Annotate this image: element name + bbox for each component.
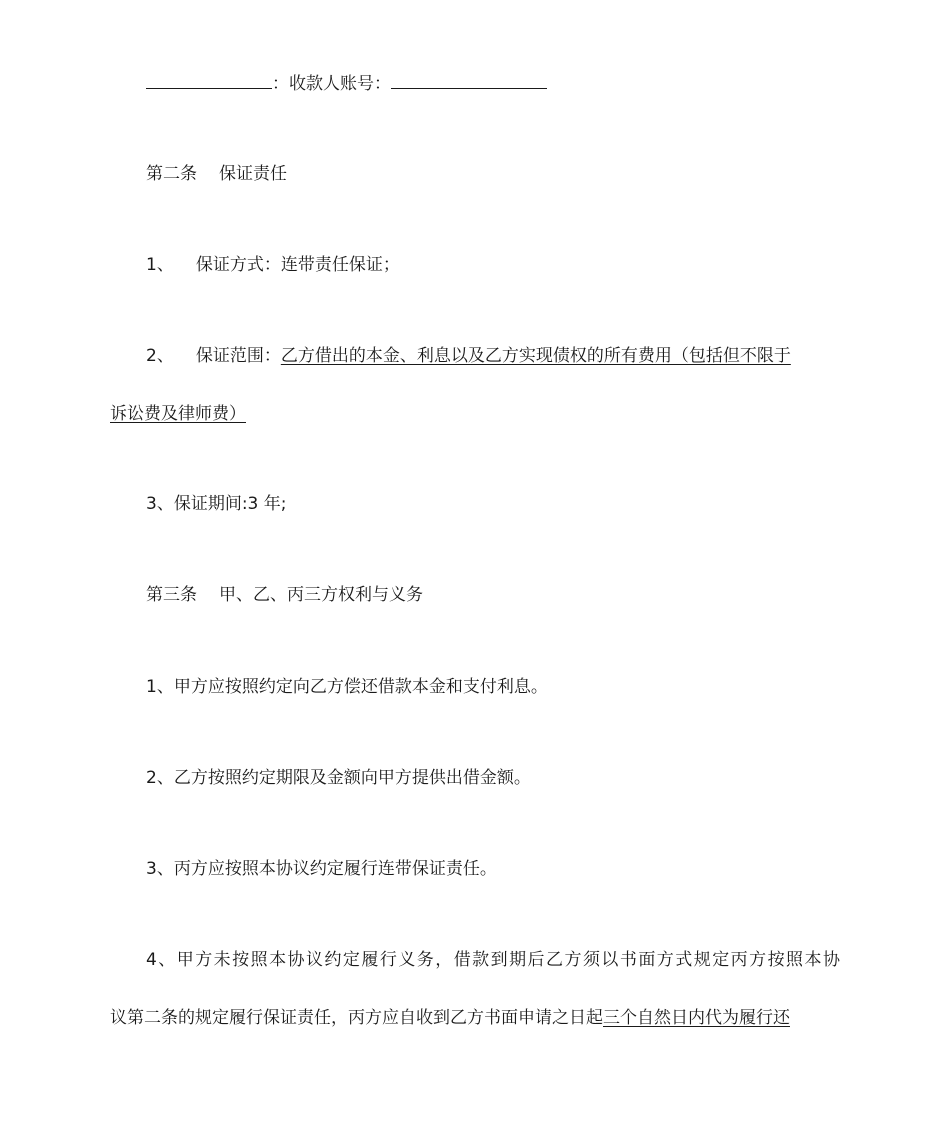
article-3-item-4-line-2 [110, 1006, 840, 1030]
article-3-item-4-line-1 [146, 948, 840, 972]
item-text: 议第二条的规定履行保证责任，丙方应自收到乙方书面申请之日起 [110, 1008, 603, 1028]
item-text: 保证方式：连带责任保证； [195, 255, 400, 275]
item-text: 1、甲方应按照约定向乙方偿还借款本金和支付利息。 [146, 677, 548, 697]
article-2-item-3 [146, 492, 840, 516]
article-2-heading [146, 162, 840, 186]
article-2-item-1 [146, 253, 840, 277]
account-number-blank [391, 74, 547, 89]
payee-name-blank [146, 74, 272, 89]
item-label: 保证范围： [195, 346, 281, 366]
guarantee-scope-text-cont: 诉讼费及律师费） [110, 404, 246, 424]
article-2-number: 第二条 [146, 164, 197, 184]
article-3-item-3 [146, 857, 840, 881]
item-text: 2、乙方按照约定期限及金额向甲方提供出借金额。 [146, 768, 531, 788]
item-text: 3、保证期间:3 年; [146, 494, 287, 514]
article-3-number: 第三条 [146, 585, 197, 605]
article-3-item-1 [146, 675, 840, 699]
account-label: ：收款人账号： [272, 74, 391, 94]
article-3-heading [146, 583, 840, 607]
item-text: 4、甲方未按照本协议约定履行义务，借款到期后乙方须以书面方式规定丙方按照本协 [146, 950, 840, 970]
item-number: 1、 [146, 255, 174, 275]
deadline-text: 三个自然日内代为履行还 [603, 1008, 790, 1028]
article-2-item-2-continued [110, 402, 840, 426]
article-2-item-2 [146, 344, 840, 368]
guarantee-scope-text: 乙方借出的本金、利息以及乙方实现债权的所有费用（包括但不限于 [280, 346, 791, 366]
account-line [146, 72, 840, 96]
item-text: 3、丙方应按照本协议约定履行连带保证责任。 [146, 859, 497, 879]
article-2-title: 保证责任 [219, 164, 287, 184]
article-3-title: 甲、乙、丙三方权利与义务 [219, 585, 423, 605]
item-number: 2、 [146, 346, 174, 366]
article-3-item-2 [146, 766, 840, 790]
